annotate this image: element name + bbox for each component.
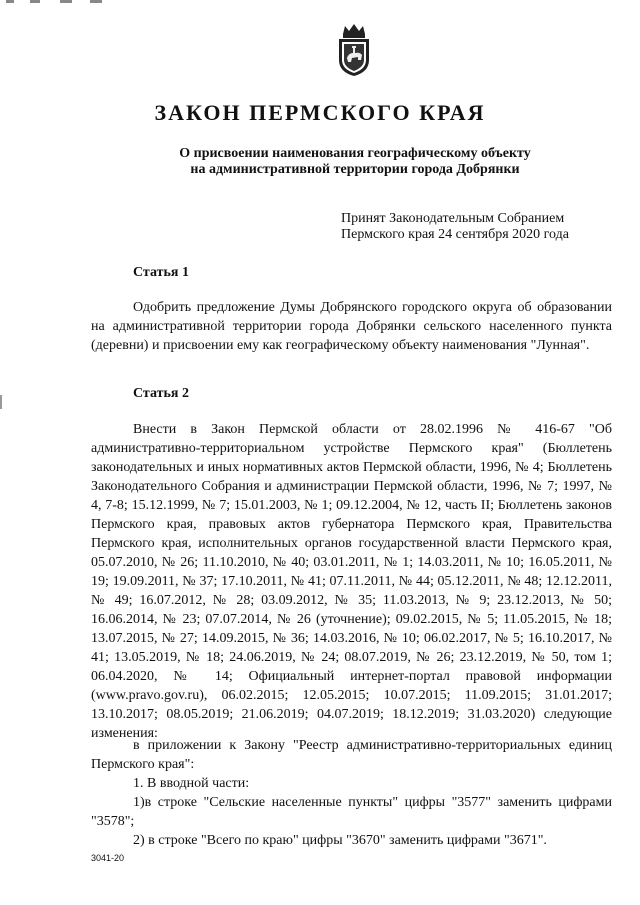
article-1-text: Одобрить предложение Думы Добрянского городского округа об образовании на административной территории города Добрянки сельского населенного пункта (деревни) и присвоении ему как географическому объекту наименования "Лунная". xyxy=(91,300,612,353)
adoption-line-1: Принят Законодательным Собранием xyxy=(341,211,565,226)
document-code: 3041-20 xyxy=(91,853,125,863)
law-title: ЗАКОН ПЕРМСКОГО КРАЯ xyxy=(154,100,486,125)
item-1-subitem-1: 1)в строке "Сельские населенные пункты" цифры "3577" заменить цифрами "3578"; xyxy=(91,795,612,829)
appendix-text: в приложении к Закону "Реестр административно-территориальных единиц Пермского края": xyxy=(91,738,612,772)
subtitle-line-2: на административной территории города Добрянки xyxy=(190,162,520,177)
coat-of-arms-icon xyxy=(333,22,375,78)
scan-margin-mark xyxy=(0,395,4,409)
item-1-subitem-2: 2) в строке "Всего по краю" цифры "3670" заменить цифрами "3671". xyxy=(133,833,547,848)
law-subtitle xyxy=(120,146,590,178)
article-2-text: Внести в Закон Пермской области от 28.02.1996 № 416-67 "Об административно-территориальном устройстве Пермского края" (Бюллетень законодательных и иных нормативных актов Пермской области, 1996, № 4; Бюллетень Законодательного Собрания и администрации Пермской области, 1996, № 7; 1997, № 4, 7-8; 15.12.1999, № 7; 15.01.2003, № 1; 09.12.2004, № 12, часть II; Бюллетень законов Пермского края, правовых актов губернатора Пермского края, Правительства Пермского края, исполнительных органов государственной власти Пермского края, 05.07.2010, № 26; 11.10.2010, № 40; 03.01.2011, № 1; 14.03.2011, № 10; 16.05.2011, № 19; 19.09.2011, № 37; 17.10.2011, № 41; 07.11.2011, № 44; 05.12.2011, № 48; 12.12.2011, № 49; 16.07.2012, № 28; 03.09.2012, № 35; 11.03.2013, № 9; 23.12.2013, № 50; 16.06.2014, № 23; 07.07.2014, № 26 (уточнение); 09.02.2015, № 5; 11.05.2015, № 18; 13.07.2015, № 27; 14.09.2015, № 36; 14.03.2016, № 10; 06.02.2017, № 5; 16.10.2017, № 41; 13.05.2019, № 18; 24.06.2019, № 24; 08.07.2019, № 26; 23.12.2019, № 50, том 1; 06.04.2020, № 14; Официальный интернет-портал правовой информации (www.pravo.gov.ru), 06.02.2015; 12.05.2015; 10.07.2015; 11.09.2015; 31.01.2017; 13.10.2017; 08.05.2019; 21.06.2019; 04.07.2019; 18.12.2019; 31.03.2020) следующие изменения: xyxy=(91,422,612,741)
article-1-heading: Статья 1 xyxy=(133,265,189,280)
adoption-line-2: Пермского края 24 сентября 2020 года xyxy=(341,227,569,242)
adoption-note xyxy=(341,211,621,243)
subtitle-line-1: О присвоении наименования географическому объекту xyxy=(179,146,531,161)
item-1: 1. В вводной части: xyxy=(133,776,250,791)
scan-edge-marks xyxy=(0,0,110,8)
article-2-heading: Статья 2 xyxy=(133,386,189,401)
